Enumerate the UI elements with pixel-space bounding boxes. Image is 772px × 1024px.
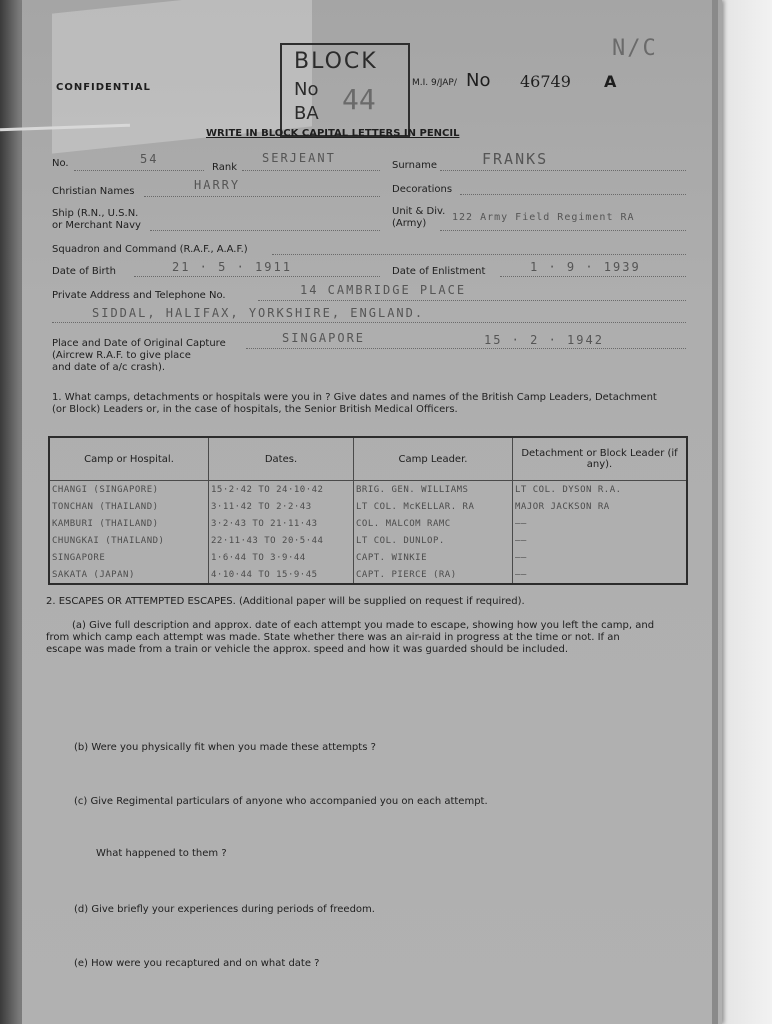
- q2e-text: (e) How were you recaptured and on what date ?: [74, 958, 320, 969]
- q1-text-1: 1. What camps, detachments or hospitals were you in ? Give dates and names of the British Camp Leaders, Detachment: [52, 392, 657, 403]
- block-stamp: [280, 43, 410, 137]
- camp-cell: CHANGI (SINGAPORE): [49, 481, 209, 499]
- address-line-2-rule: [52, 322, 686, 323]
- christian-names-line: [144, 196, 380, 197]
- unit-label-1: Unit & Div.: [392, 206, 446, 217]
- q2b-text: (b) Were you physically fit when you made these attempts ?: [74, 742, 376, 753]
- detachment-cell: ——: [513, 549, 688, 566]
- dates-cell: 15·2·42 TO 24·10·42: [209, 481, 354, 499]
- detachment-cell: LT COL. DYSON R.A.: [513, 481, 688, 499]
- unit-label-2: (Army): [392, 218, 427, 229]
- table-row: [49, 515, 687, 532]
- leader-cell: LT COL. McKELLAR. RA: [354, 498, 513, 515]
- camp-cell: SAKATA (JAPAN): [49, 566, 209, 584]
- camps-table-header: [49, 437, 687, 481]
- dates-cell: 4·10·44 TO 15·9·45: [209, 566, 354, 584]
- dates-cell: 3·2·43 TO 21·11·43: [209, 515, 354, 532]
- q1-text-2: (or Block) Leaders or, in the case of hospitals, the Senior British Medical Officers.: [52, 404, 458, 415]
- stamp-block-text: BLOCK: [294, 49, 378, 74]
- capture-date: 15 · 2 · 1942: [484, 333, 604, 347]
- detachment-cell: ——: [513, 515, 688, 532]
- table-row: [49, 549, 687, 566]
- page-edge: [712, 0, 718, 1024]
- camps-table: [48, 436, 688, 585]
- enlistment-value: 1 · 9 · 1939: [530, 260, 641, 274]
- camp-cell: SINGAPORE: [49, 549, 209, 566]
- capture-label-3: and date of a/c crash).: [52, 362, 166, 373]
- camp-cell: TONCHAN (THAILAND): [49, 498, 209, 515]
- col-camp-header: Camp or Hospital.: [49, 437, 209, 481]
- surname-label: Surname: [392, 160, 437, 171]
- christian-names-value: HARRY: [194, 178, 241, 192]
- instruction: WRITE IN BLOCK CAPITAL LETTERS IN PENCIL: [206, 128, 460, 139]
- col-detachment-header: Detachment or Block Leader (if any).: [513, 437, 688, 481]
- table-row: [49, 566, 687, 584]
- dates-cell: 1·6·44 TO 3·9·44: [209, 549, 354, 566]
- ship-label-2: or Merchant Navy: [52, 220, 141, 231]
- form-number: 46749: [520, 72, 571, 91]
- q2d-text: (d) Give briefly your experiences during periods of freedom.: [74, 904, 375, 915]
- squadron-label: Squadron and Command (R.A.F., A.A.F.): [52, 244, 248, 255]
- form-code: M.I. 9/JAP/: [412, 78, 457, 88]
- leader-cell: BRIG. GEN. WILLIAMS: [354, 481, 513, 499]
- table-row: [49, 481, 687, 499]
- dates-cell: 3·11·42 TO 2·2·43: [209, 498, 354, 515]
- christian-names-label: Christian Names: [52, 186, 135, 197]
- leader-cell: CAPT. WINKIE: [354, 549, 513, 566]
- q2a-text-1: (a) Give full description and approx. date of each attempt you made to escape, showing how you left the camp, and: [72, 620, 655, 631]
- enlistment-label: Date of Enlistment: [392, 266, 486, 277]
- decorations-label: Decorations: [392, 184, 453, 195]
- decorations-line: [460, 194, 686, 195]
- dates-cell: 22·11·43 TO 20·5·44: [209, 532, 354, 549]
- capture-label-1: Place and Date of Original Capture: [52, 338, 226, 349]
- unit-value: 122 Army Field Regiment RA: [452, 212, 635, 223]
- capture-place: SINGAPORE: [282, 331, 366, 345]
- capture-label-2: (Aircrew R.A.F. to give place: [52, 350, 191, 361]
- rank-value: SERJEANT: [262, 151, 336, 165]
- detachment-cell: ——: [513, 532, 688, 549]
- form-suffix: A: [604, 72, 617, 91]
- confidential-label: CONFIDENTIAL: [56, 82, 151, 93]
- detachment-cell: MAJOR JACKSON RA: [513, 498, 688, 515]
- leader-cell: CAPT. PIERCE (RA): [354, 566, 513, 584]
- corner-note: N/C: [612, 36, 658, 61]
- col-leader-header: Camp Leader.: [354, 437, 513, 481]
- camp-cell: CHUNGKAI (THAILAND): [49, 532, 209, 549]
- address-line-2: SIDDAL, HALIFAX, YORKSHIRE, ENGLAND.: [92, 306, 425, 320]
- dob-value: 21 · 5 · 1911: [172, 260, 292, 274]
- ship-label-1: Ship (R.N., U.S.N.: [52, 208, 139, 219]
- ship-line: [150, 230, 380, 231]
- no-value: 54: [140, 152, 159, 166]
- q2c-text: (c) Give Regimental particulars of anyone who accompanied you on each attempt.: [74, 796, 488, 807]
- q2c-followup: What happened to them ?: [96, 848, 227, 859]
- rank-line: [242, 170, 380, 171]
- surname-line: [440, 170, 686, 171]
- col-dates-header: Dates.: [209, 437, 354, 481]
- leader-cell: LT COL. DUNLOP.: [354, 532, 513, 549]
- capture-line: [246, 348, 686, 349]
- leader-cell: COL. MALCOM RAMC: [354, 515, 513, 532]
- detachment-cell: ——: [513, 566, 688, 584]
- rank-label: Rank: [212, 162, 237, 173]
- dob-label: Date of Birth: [52, 266, 116, 277]
- camp-cell: KAMBURI (THAILAND): [49, 515, 209, 532]
- address-line-1: 14 CAMBRIDGE PLACE: [300, 283, 467, 297]
- enlistment-line: [500, 276, 686, 277]
- stamp-handwritten-number: 44: [342, 83, 376, 116]
- no-label: No.: [52, 158, 69, 169]
- table-row: [49, 498, 687, 515]
- number-label: No: [466, 70, 491, 91]
- address-line-1-rule: [258, 300, 686, 301]
- no-line: [74, 170, 204, 171]
- unit-line: [440, 230, 686, 231]
- stamp-no-text: No: [294, 79, 319, 100]
- stamp-ba-text: BA: [294, 103, 319, 124]
- surname-value: FRANKS: [482, 150, 549, 168]
- squadron-line: [272, 254, 686, 255]
- address-label: Private Address and Telephone No.: [52, 290, 226, 301]
- dob-line: [134, 276, 380, 277]
- q2a-text-2: from which camp each attempt was made. State whether there was an air-raid in progress at the time or not. If an: [46, 632, 620, 643]
- table-row: [49, 532, 687, 549]
- q2a-text-3: escape was made from a train or vehicle the approx. speed and how it was guarded should be included.: [46, 644, 569, 655]
- q2-heading: 2. ESCAPES OR ATTEMPTED ESCAPES. (Additional paper will be supplied on request if required).: [46, 596, 525, 607]
